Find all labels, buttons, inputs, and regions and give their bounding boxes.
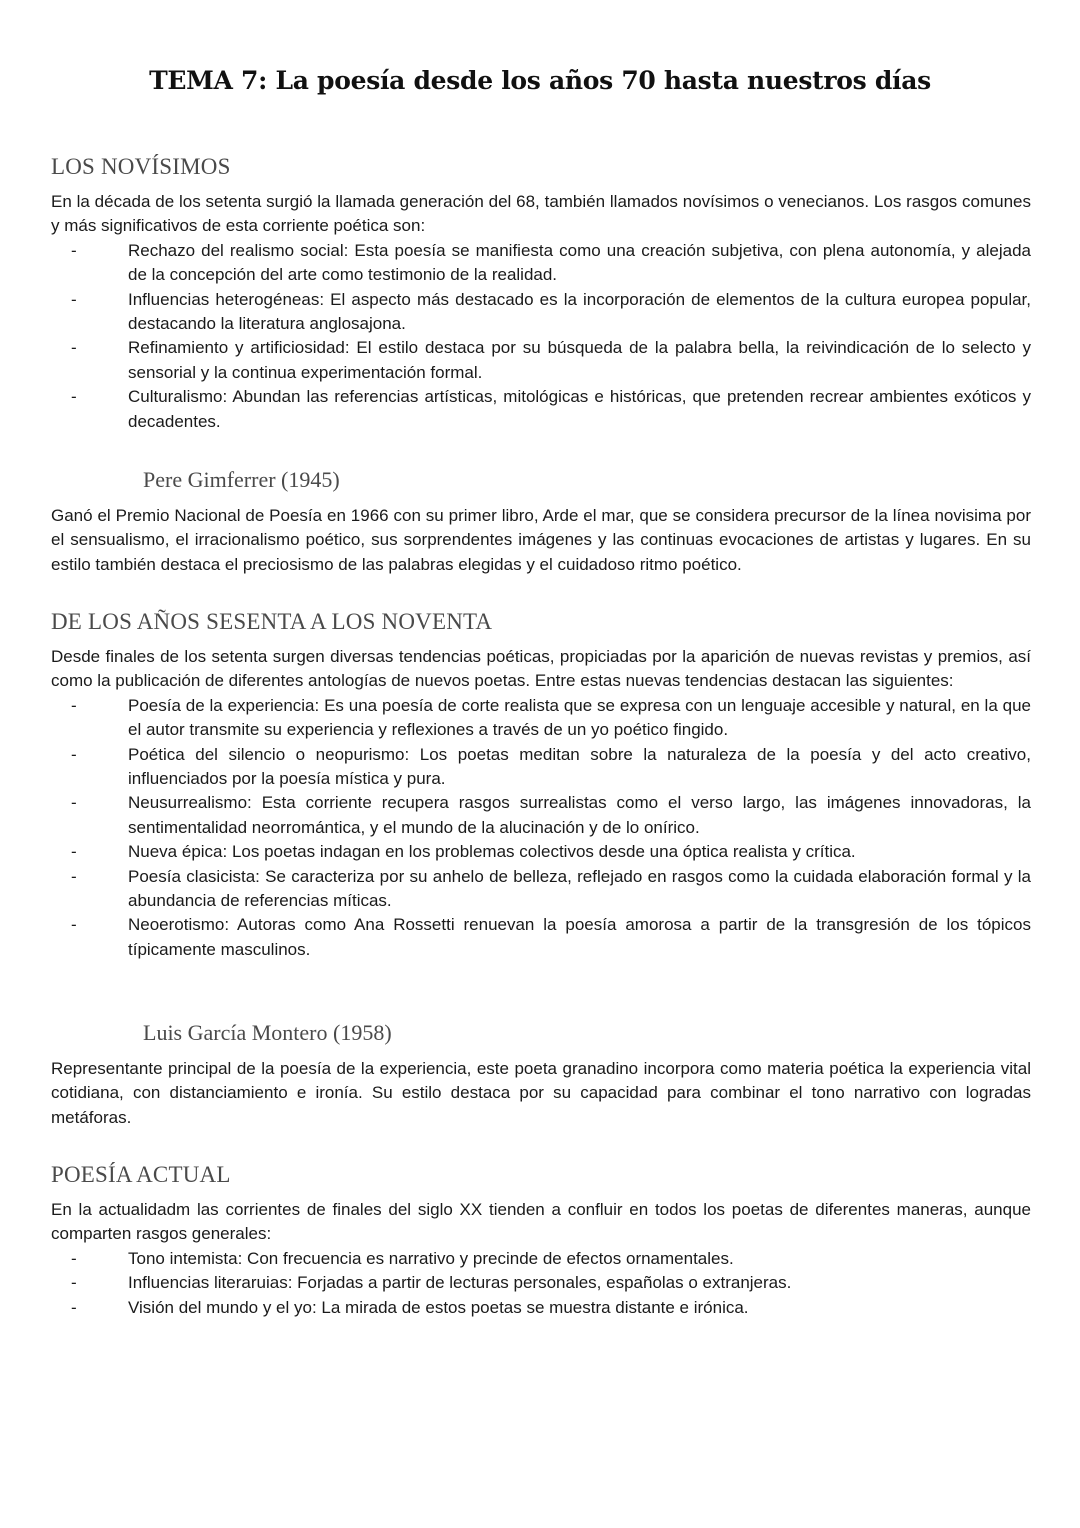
list-item-text: Nueva épica: Los poetas indagan en los problemas colectivos desde una óptica realista y crítica.	[128, 842, 856, 862]
list-item-text: Neoerotismo: Autoras como Ana Rossetti renuevan la poesía amorosa a partir de la transgresión de los tópicos típicamente masculinos.	[128, 915, 1031, 959]
bullet-dash: -	[71, 240, 77, 260]
bullet-dash: -	[71, 744, 77, 764]
feature-list	[51, 239, 1031, 434]
bullet-dash: -	[71, 1297, 77, 1317]
section-intro: En la década de los setenta surgió la llamada generación del 68, también llamados novísimos o venecianos. Los rasgos comunes y más significativos de esta corriente poética son:	[51, 192, 1031, 236]
list-item	[51, 1296, 1031, 1320]
list-item-text: Refinamiento y artificiosidad: El estilo destaca por su búsqueda de la palabra bella, la reivindicación de lo selecto y sensorial y la continua experimentación formal.	[128, 338, 1031, 382]
list-item-text: Influencias heterogéneas: El aspecto más destacado es la incorporación de elementos de la cultura europea popular, destacando la literatura anglosajona.	[128, 289, 1031, 334]
author-heading: Luis García Montero (1958)	[143, 1020, 392, 1045]
list-item-text: Poética del silencio o neopurismo: Los poetas meditan sobre la naturaleza de la poesía y del acto creativo, influenciados por la poesía mística y pura.	[128, 744, 1031, 789]
author-heading: Pere Gimferrer (1945)	[143, 467, 340, 492]
list-item	[51, 1271, 1031, 1295]
page-title: TEMA 7: La poesía desde los años 70 hasta nuestros días	[149, 66, 931, 95]
trait-list	[51, 1247, 1031, 1320]
list-item	[51, 840, 1031, 864]
author-gimferrer	[51, 466, 1031, 577]
list-item	[51, 865, 1031, 914]
section-intro: Desde finales de los setenta surgen diversas tendencias poéticas, propiciadas por la aparición de nuevas revistas y premios, así como la publicación de diferentes antologías de nuevos poetas. Entre estas nuevas tendencias destacan las siguientes:	[51, 647, 1031, 691]
list-item	[51, 288, 1031, 337]
author-description: Representante principal de la poesía de la experiencia, este poeta granadino incorpora como materia poética la experiencia vital cotidiana, con distanciamiento e ironía. Su estilo destaca por su capacidad para combinar el tono narrativo con logradas metáforas.	[51, 1059, 1031, 1127]
list-item	[51, 743, 1031, 792]
list-item-text: Tono intemista: Con frecuencia es narrativo y precinde de efectos ornamentales.	[128, 1248, 734, 1268]
list-item	[51, 694, 1031, 743]
trend-list	[51, 694, 1031, 962]
author-garcia-montero	[51, 1019, 1031, 1130]
bullet-dash: -	[71, 695, 77, 715]
bullet-dash: -	[71, 387, 77, 407]
list-item-text: Rechazo del realismo social: Esta poesía se manifiesta como una creación subjetiva, con plena autonomía, y alejada de la concepción del arte como testimonio de la realidad.	[128, 240, 1031, 285]
bullet-dash: -	[71, 1248, 77, 1268]
list-item-text: Poesía clasicista: Se caracteriza por su anhelo de belleza, reflejado en rasgos como la cuidada elaboración formal y la abundancia de referencias míticas.	[128, 866, 1031, 911]
section-poesia-actual	[51, 1161, 1031, 1320]
list-item	[51, 913, 1031, 962]
list-item	[51, 791, 1031, 840]
section-heading: LOS NOVÍSIMOS	[51, 154, 231, 179]
section-heading: DE LOS AÑOS SESENTA A LOS NOVENTA	[51, 609, 493, 634]
list-item-text: Influencias literaruias: Forjadas a partir de lecturas personales, españolas o extranjeras.	[128, 1273, 792, 1293]
bullet-dash: -	[71, 1273, 77, 1293]
bullet-dash: -	[71, 866, 77, 886]
section-intro: En la actualidadm las corrientes de finales del siglo XX tienden a confluir en todos los poetas de diferentes maneras, aunque comparten rasgos generales:	[51, 1200, 1031, 1244]
bullet-dash: -	[71, 842, 77, 862]
author-description: Ganó el Premio Nacional de Poesía en 1966 con su primer libro, Arde el mar, que se considera precursor de la línea novisima por el sensualismo, el irracionalismo poético, sus sorprendentes imágenes y las continuas evocaciones de artistas y lugares. En su estilo también destaca el preciosismo de las palabras elegidas y el cuidadoso ritmo poético.	[51, 506, 1031, 574]
list-item	[51, 336, 1031, 385]
section-sesenta-noventa	[51, 608, 1031, 962]
list-item-text: Visión del mundo y el yo: La mirada de estos poetas se muestra distante e irónica.	[128, 1297, 749, 1317]
list-item-text: Culturalismo: Abundan las referencias artísticas, mitológicas e históricas, que pretenden recrear ambientes exóticos y decadentes.	[128, 387, 1031, 431]
bullet-dash: -	[71, 793, 77, 813]
list-item-text: Poesía de la experiencia: Es una poesía de corte realista que se expresa con un lenguaje accesible y natural, en la que el autor transmite su experiencia y reflexiones a través de un yo poético fingido.	[128, 695, 1031, 740]
section-novisimos	[51, 153, 1031, 434]
bullet-dash: -	[71, 915, 77, 935]
list-item	[51, 1247, 1031, 1271]
section-heading: POESÍA ACTUAL	[51, 1162, 231, 1187]
bullet-dash: -	[71, 289, 77, 309]
list-item-text: Neusurrealismo: Esta corriente recupera rasgos surrealistas como el verso largo, las imágenes innovadoras, la sentimentalidad neorromántica, y el mundo de la alucinación y de lo onírico.	[128, 793, 1031, 837]
bullet-dash: -	[71, 338, 77, 358]
list-item	[51, 239, 1031, 288]
list-item	[51, 385, 1031, 434]
